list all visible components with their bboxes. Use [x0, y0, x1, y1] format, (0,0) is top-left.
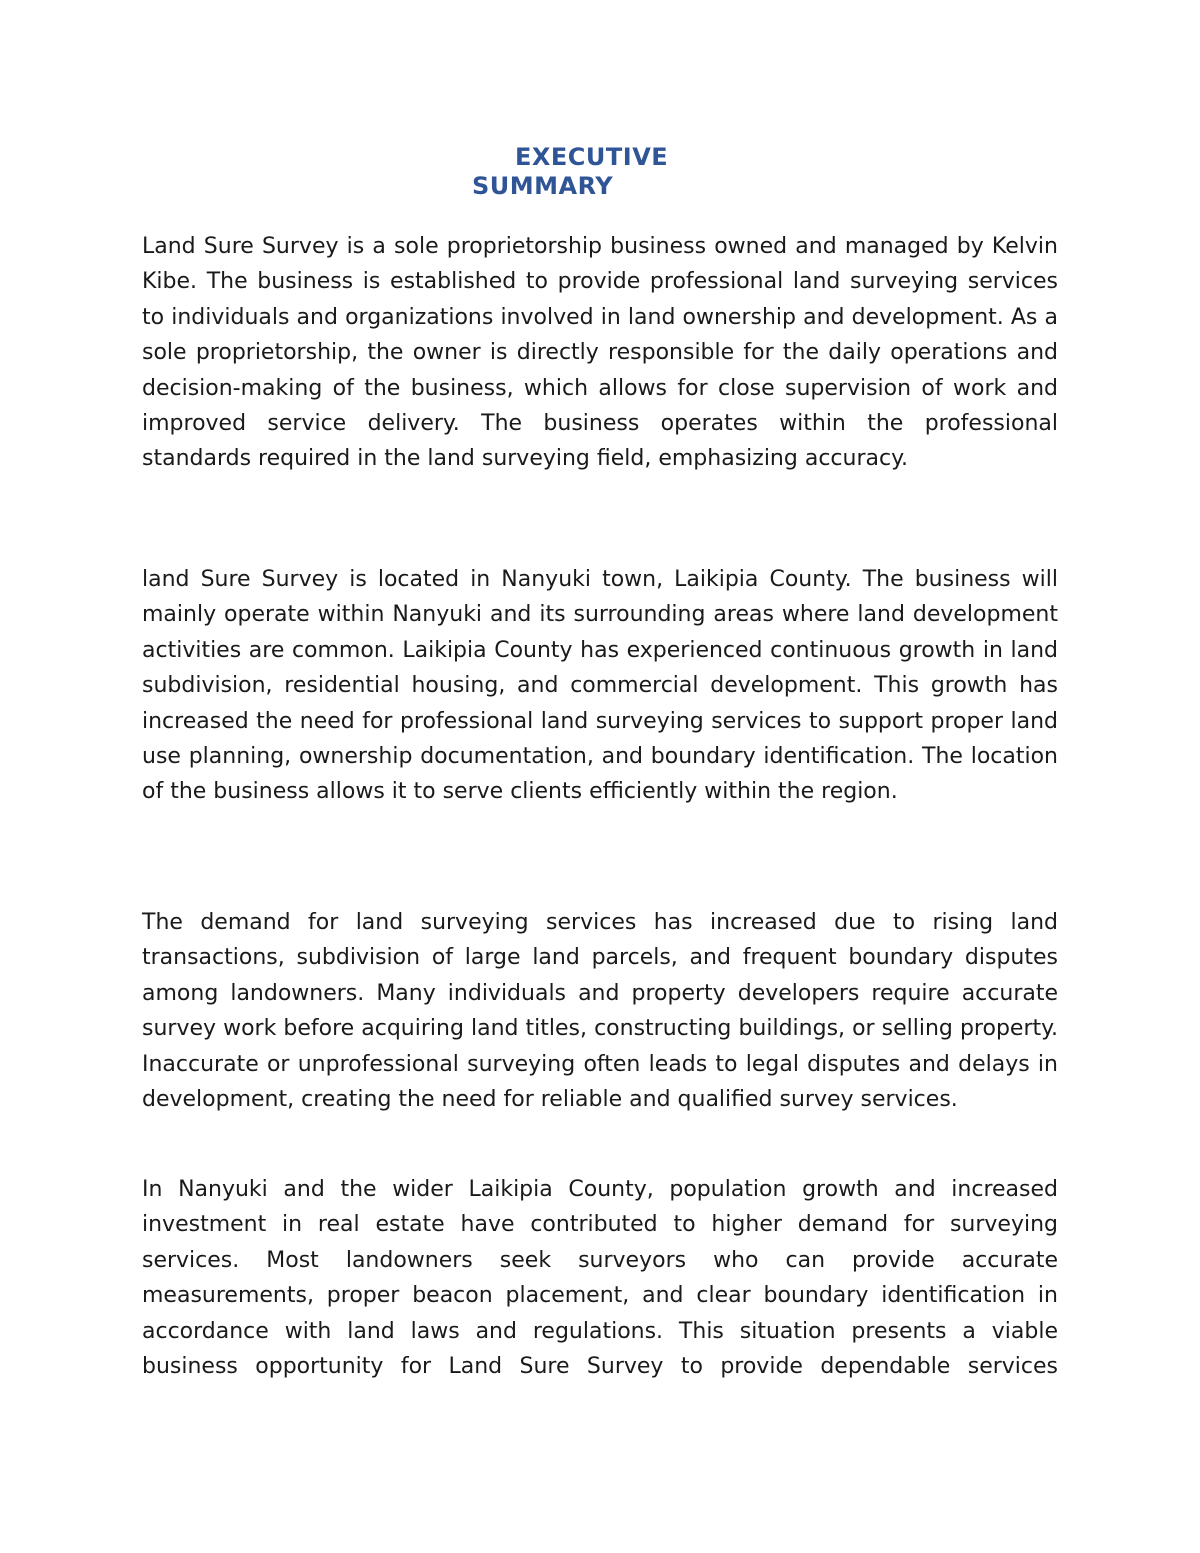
paragraph-business-overview: Land Sure Survey is a sole proprietorship business owned and managed by Kelvin Kibe. The business is established to provide professional land surveying services to individuals and organizations involved in land ownership and development. As a sole proprietorship, the owner is directly responsible for the daily operations and decision-making of the business, which allows for close supervision of work and improved service delivery. The business operates within the professional standards required in the land surveying field, emphasizing accuracy. — [142, 234, 1058, 472]
paragraph-business-location: land Sure Survey is located in Nanyuki town, Laikipia County. The business will mainly operate within Nanyuki and its surrounding areas where land development activities are common. Laikipia County has experienced continuous growth in land subdivision, residential housing, and commercial development. This growth has increased the need for professional land surveying services to support proper land use planning, ownership documentation, and boundary identification. The location of the business allows it to serve clients efficiently within the region. — [142, 567, 1058, 805]
paragraph-market-demand: The demand for land surveying services has increased due to rising land transactions, subdivision of large land parcels, and frequent boundary disputes among landowners. Many individuals and property developers require accurate survey work before acquiring land titles, constructing buildings, or selling property. Inaccurate or unprofessional surveying often leads to legal disputes and delays in development, creating the need for reliable and qualified survey services. — [142, 910, 1058, 1113]
document-title-line-1: EXECUTIVE — [515, 143, 669, 171]
paragraph-business-opportunity: In Nanyuki and the wider Laikipia County, population growth and increased investment in real estate have contributed to higher demand for surveying services. Most landowners seek surveyors who can provide accurate measurements, proper beacon placement, and clear boundary identification in accordance with land laws and regulations. This situation presents a viable business opportunity for Land Sure Survey to provide dependable services — [142, 1177, 1058, 1380]
document-title-line-2: SUMMARY — [472, 172, 614, 200]
